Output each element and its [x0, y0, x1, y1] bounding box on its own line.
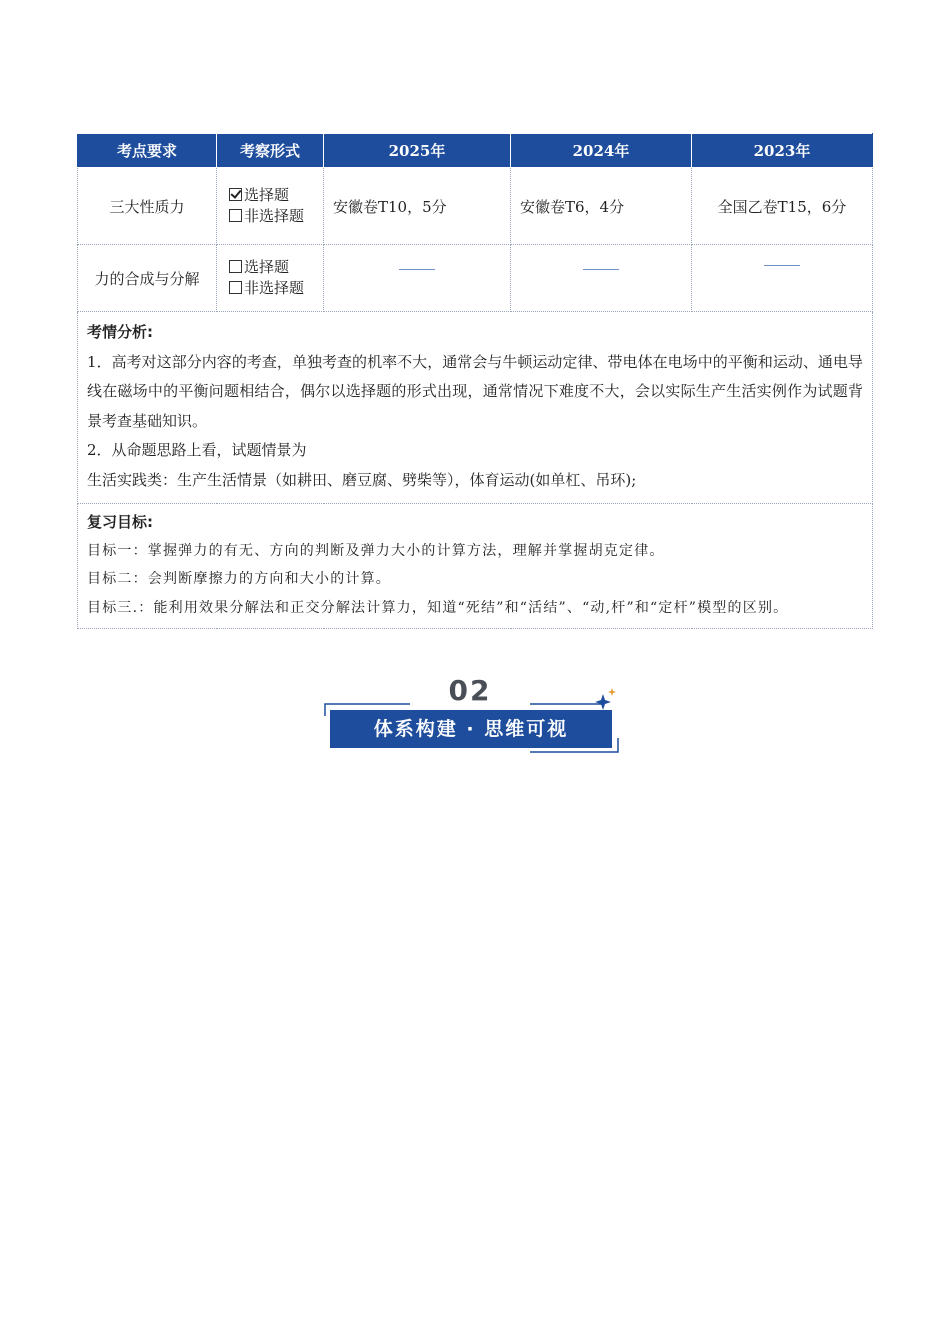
checkbox-unchecked	[229, 209, 242, 222]
header-topic: 考点要求	[78, 134, 217, 168]
section-number: 02	[448, 674, 492, 707]
year-2023-cell: 全国乙卷T15，6分	[692, 168, 873, 245]
year-2025-cell: 安徽卷T10，5分	[324, 168, 511, 245]
goal-item: 目标一：掌握弹力的有无、方向的判断及弹力大小的计算方法，理解并掌握胡克定律。	[87, 542, 665, 559]
analysis-paragraph: 2．从命题思路上看，试题情景为	[87, 441, 307, 459]
form-cell	[217, 168, 324, 245]
section-banner	[320, 672, 625, 762]
option-label: 非选择题	[244, 279, 305, 297]
goals-cell	[78, 504, 873, 629]
dash-line	[764, 265, 800, 266]
dash-line	[583, 269, 619, 270]
analysis-paragraph: 1．高考对这部分内容的考查，单独考查的机率不大，通常会与牛顿运动定律、带电体在电场中的平衡和运动、通电导线在磁场中的平衡问题相结合，偶尔以选择题的形式出现，通常情况下难度不大，会以实际生产生活实例作为试题背景考查基础知识。	[87, 352, 863, 430]
option-label: 非选择题	[244, 207, 305, 225]
year-2023-empty-cell	[692, 245, 873, 312]
year-2025-empty-cell	[324, 245, 511, 312]
option-label: 选择题	[244, 186, 290, 204]
dash-line	[399, 269, 435, 270]
section-title: 体系构建 · 思维可视	[330, 710, 612, 748]
checkbox-unchecked	[229, 281, 242, 294]
checkbox-unchecked	[229, 260, 242, 273]
table-row	[78, 245, 873, 312]
header-2025: 2025年	[324, 134, 511, 168]
analysis-row	[78, 312, 873, 504]
topic-cell: 力的合成与分解	[78, 245, 217, 312]
header-2024: 2024年	[511, 134, 692, 168]
goal-item: 目标三.：能利用效果分解法和正交分解法计算力，知道“死结”和“活结”、“动,杆”和“定杆”模型的区别。	[87, 599, 789, 616]
header-form: 考察形式	[217, 134, 324, 168]
exam-table	[77, 133, 873, 629]
topic-cell: 三大性质力	[78, 168, 217, 245]
year-2024-empty-cell	[511, 245, 692, 312]
analysis-cell	[78, 312, 873, 504]
analysis-heading: 考情分析:	[87, 323, 153, 341]
goals-row	[78, 504, 873, 629]
goals-heading: 复习目标:	[87, 513, 153, 531]
table-row	[78, 168, 873, 245]
goal-item: 目标二：会判断摩擦力的方向和大小的计算。	[87, 571, 391, 587]
table-header-row	[78, 134, 873, 168]
year-2024-cell: 安徽卷T6，4分	[511, 168, 692, 245]
analysis-paragraph: 生活实践类：生产生活情景（如耕田、磨豆腐、劈柴等），体育运动(如单杠、吊环);	[87, 470, 637, 489]
option-label: 选择题	[244, 258, 290, 276]
form-cell	[217, 245, 324, 312]
header-2023: 2023年	[692, 134, 873, 168]
checkbox-checked	[229, 188, 242, 201]
